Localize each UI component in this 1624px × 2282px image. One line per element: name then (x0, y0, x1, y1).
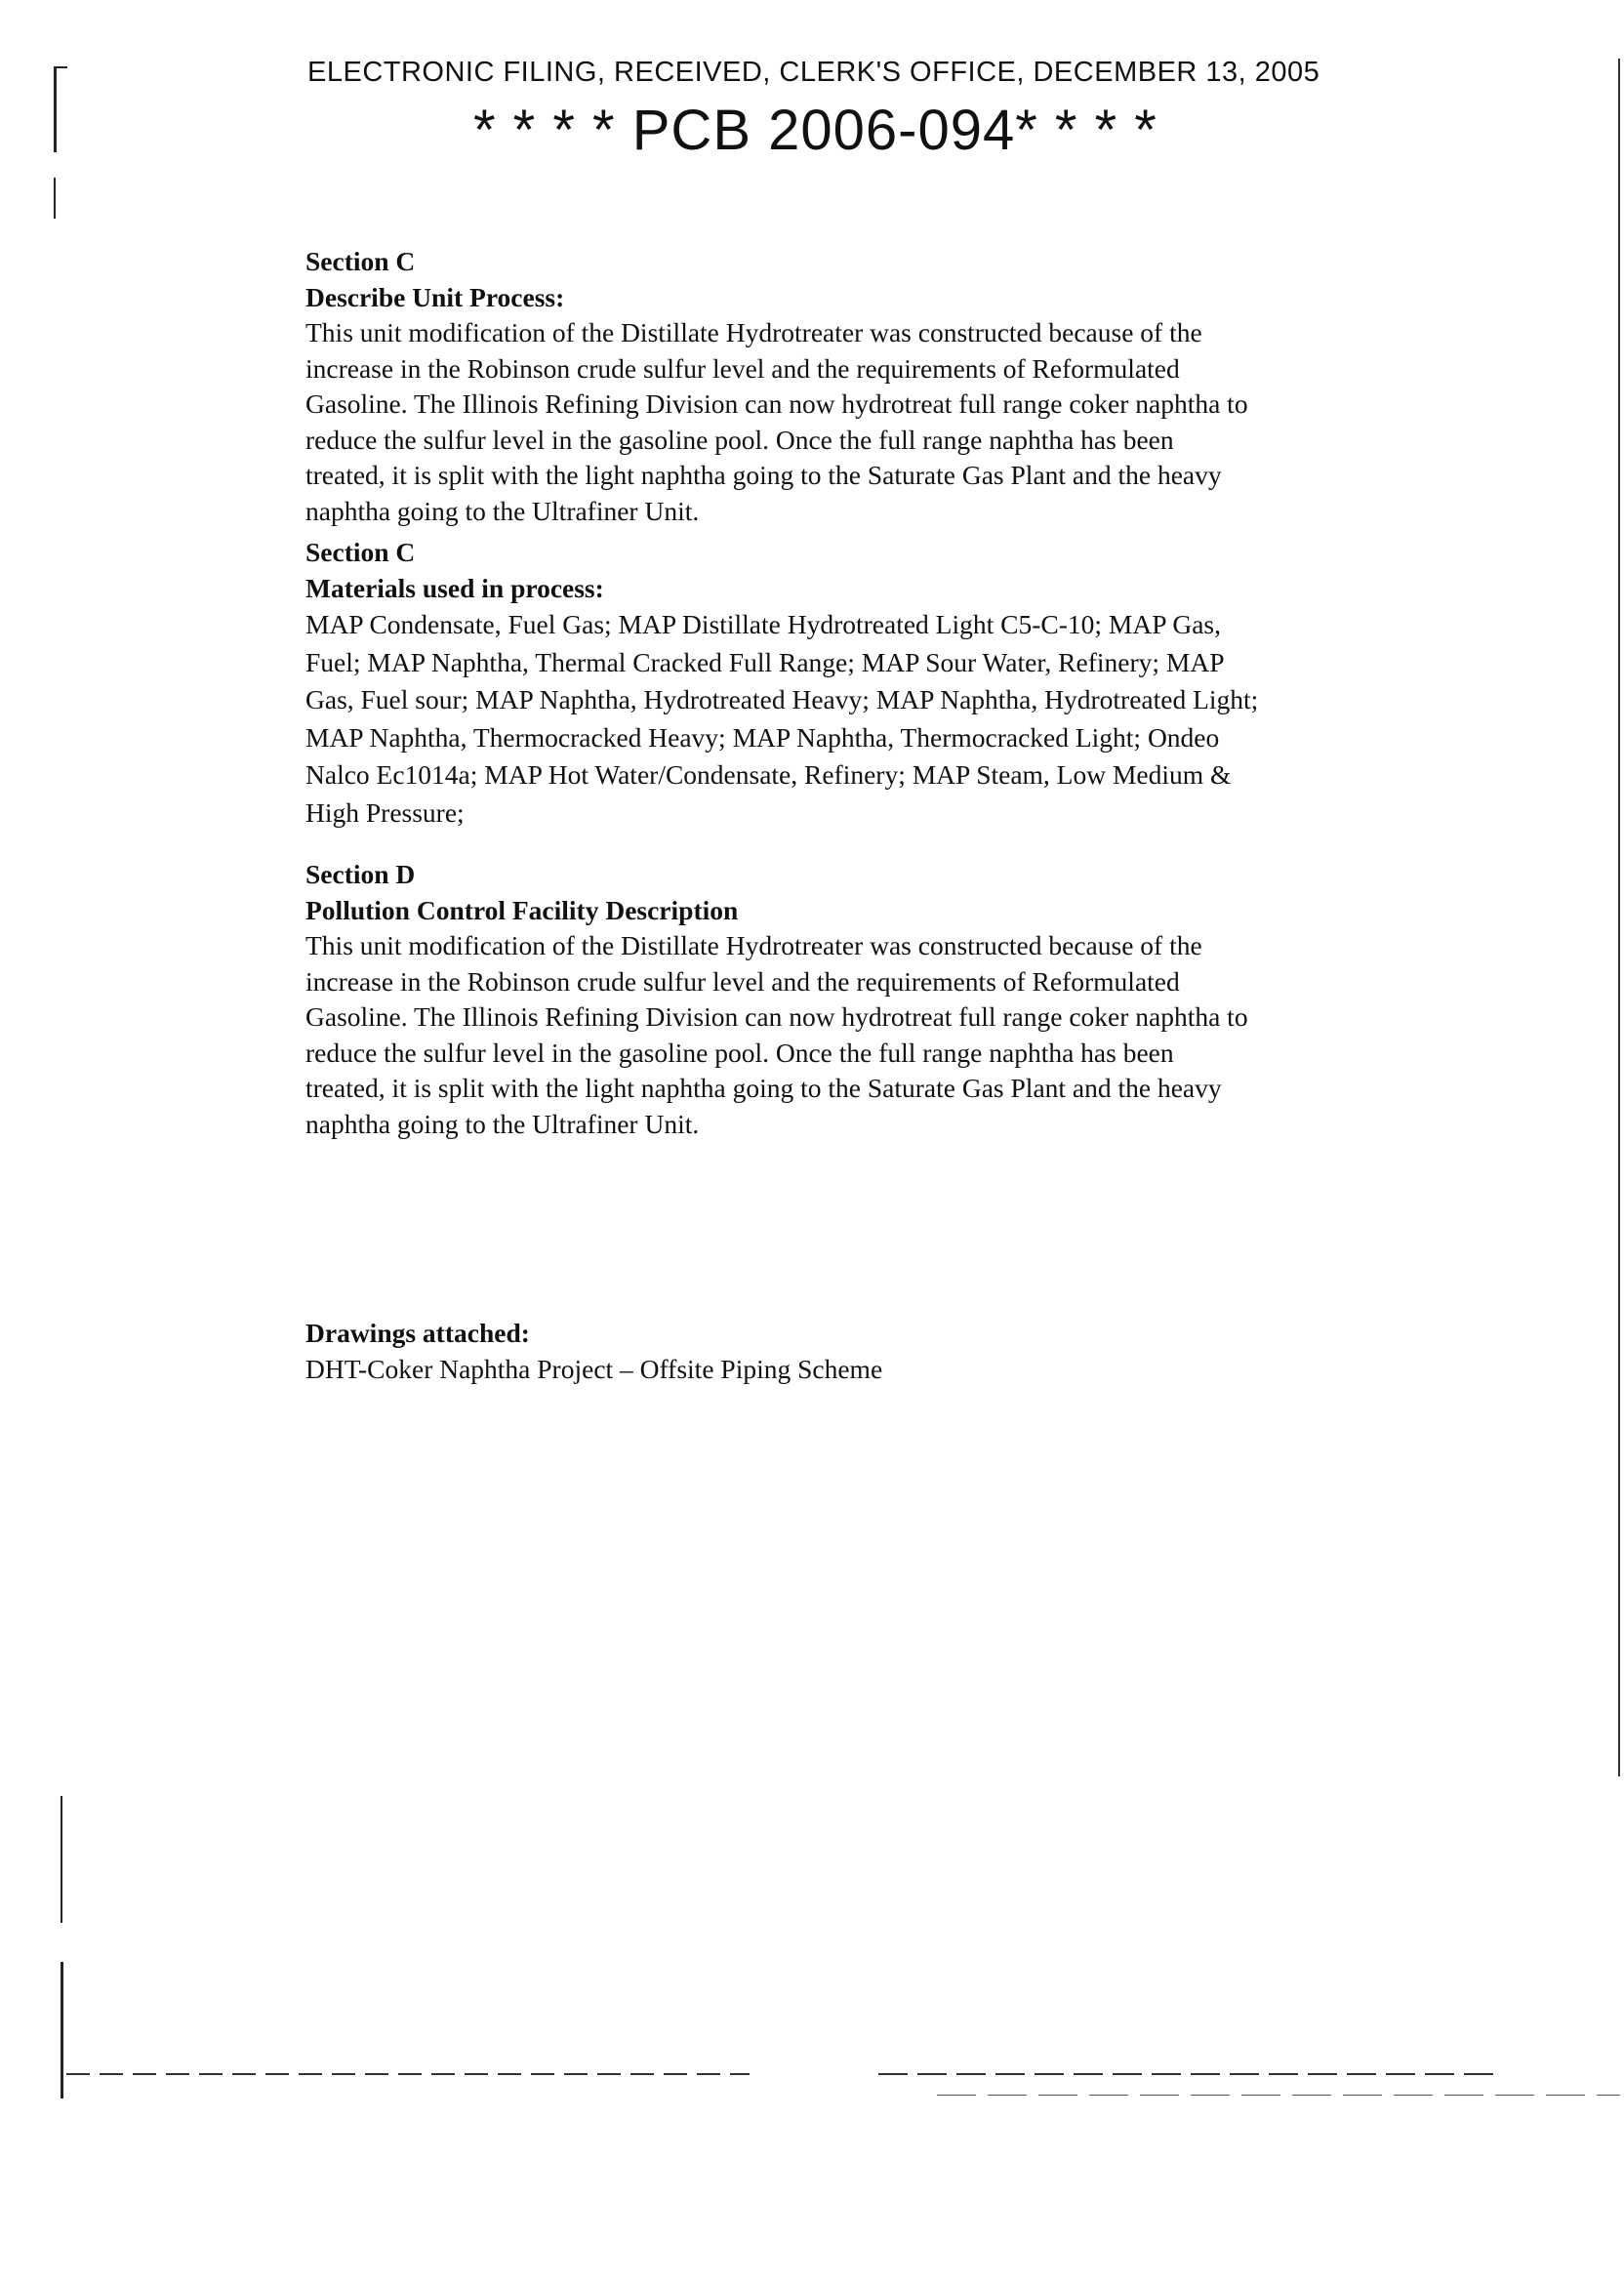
body-line: naphtha going to the Ultrafiner Unit. (305, 495, 700, 526)
scan-mark-left-2 (54, 178, 56, 219)
body-line: increase in the Robinson crude sulfur level and the requirements of Reformulated (305, 965, 1180, 997)
body-line: Gas, Fuel sour; MAP Naphtha, Hydrotreated Heavy; MAP Naphtha, Hydrotreated Light; (305, 684, 1259, 714)
body-line: Gasoline. The Illinois Refining Division can now hydrotreat full range coker naphtha to (305, 1001, 1248, 1032)
scan-mark-right (1618, 59, 1620, 1776)
section-subheading: Materials used in process: (305, 572, 604, 603)
section-heading: Section C (305, 537, 416, 567)
scan-mark-left-top-tick (54, 66, 67, 68)
body-line: Nalco Ec1014a; MAP Hot Water/Condensate, Refinery; MAP Steam, Low Medium & (305, 759, 1232, 790)
section-heading: Section D (305, 859, 416, 889)
filing-stamp: ELECTRONIC FILING, RECEIVED, CLERK'S OFFICE, DECEMBER 13, 2005 (307, 57, 1320, 88)
body-line: MAP Naphtha, Thermocracked Heavy; MAP Naphtha, Thermocracked Light; Ondeo (305, 721, 1220, 753)
body-line: This unit modification of the Distillate Hydrotreater was constructed because of the (305, 930, 1202, 960)
section-pollution-control (305, 857, 1408, 1142)
body-line: reduce the sulfur level in the gasoline pool. Once the full range naphtha has been (305, 1037, 1174, 1068)
drawings-item: DHT-Coker Naphtha Project – Offsite Piping Scheme (305, 1353, 883, 1384)
section-heading: Section C (305, 246, 416, 276)
drawings-attached (305, 1316, 1408, 1387)
body-line: increase in the Robinson crude sulfur level and the requirements of Reformulated (305, 352, 1180, 384)
scan-mark-left-4 (61, 1962, 63, 2099)
section-materials-used (305, 535, 1408, 832)
scan-line-bottom-1 (66, 2073, 750, 2075)
section-subheading: Describe Unit Process: (305, 281, 565, 312)
scan-mark-left-top (54, 66, 57, 152)
body-line: High Pressure; (305, 796, 465, 828)
case-number: * * * * PCB 2006-094* * * * (473, 99, 1157, 162)
body-line: naphtha going to the Ultrafiner Unit. (305, 1108, 700, 1139)
scan-line-bottom-3 (937, 2095, 1620, 2096)
body-line: MAP Condensate, Fuel Gas; MAP Distillate Hydrotreated Light C5-C-10; MAP Gas, (305, 609, 1221, 639)
body-line: treated, it is split with the light naphtha going to the Saturate Gas Plant and the heavy (305, 1073, 1222, 1103)
scan-mark-left-3 (61, 1796, 62, 1923)
body-line: This unit modification of the Distillate Hydrotreater was constructed because of the (305, 317, 1202, 347)
body-line: Gasoline. The Illinois Refining Division can now hydrotreat full range coker naphtha to (305, 388, 1248, 419)
scan-line-bottom-2 (878, 2073, 1503, 2075)
section-subheading: Pollution Control Facility Description (305, 894, 739, 925)
body-line: reduce the sulfur level in the gasoline pool. Once the full range naphtha has been (305, 424, 1174, 455)
body-line: Fuel; MAP Naphtha, Thermal Cracked Full Range; MAP Sour Water, Refinery; MAP (305, 646, 1225, 677)
drawings-heading: Drawings attached: (305, 1318, 530, 1348)
body-line: treated, it is split with the light naphtha going to the Saturate Gas Plant and the heavy (305, 460, 1222, 490)
section-describe-unit-process (305, 244, 1408, 529)
